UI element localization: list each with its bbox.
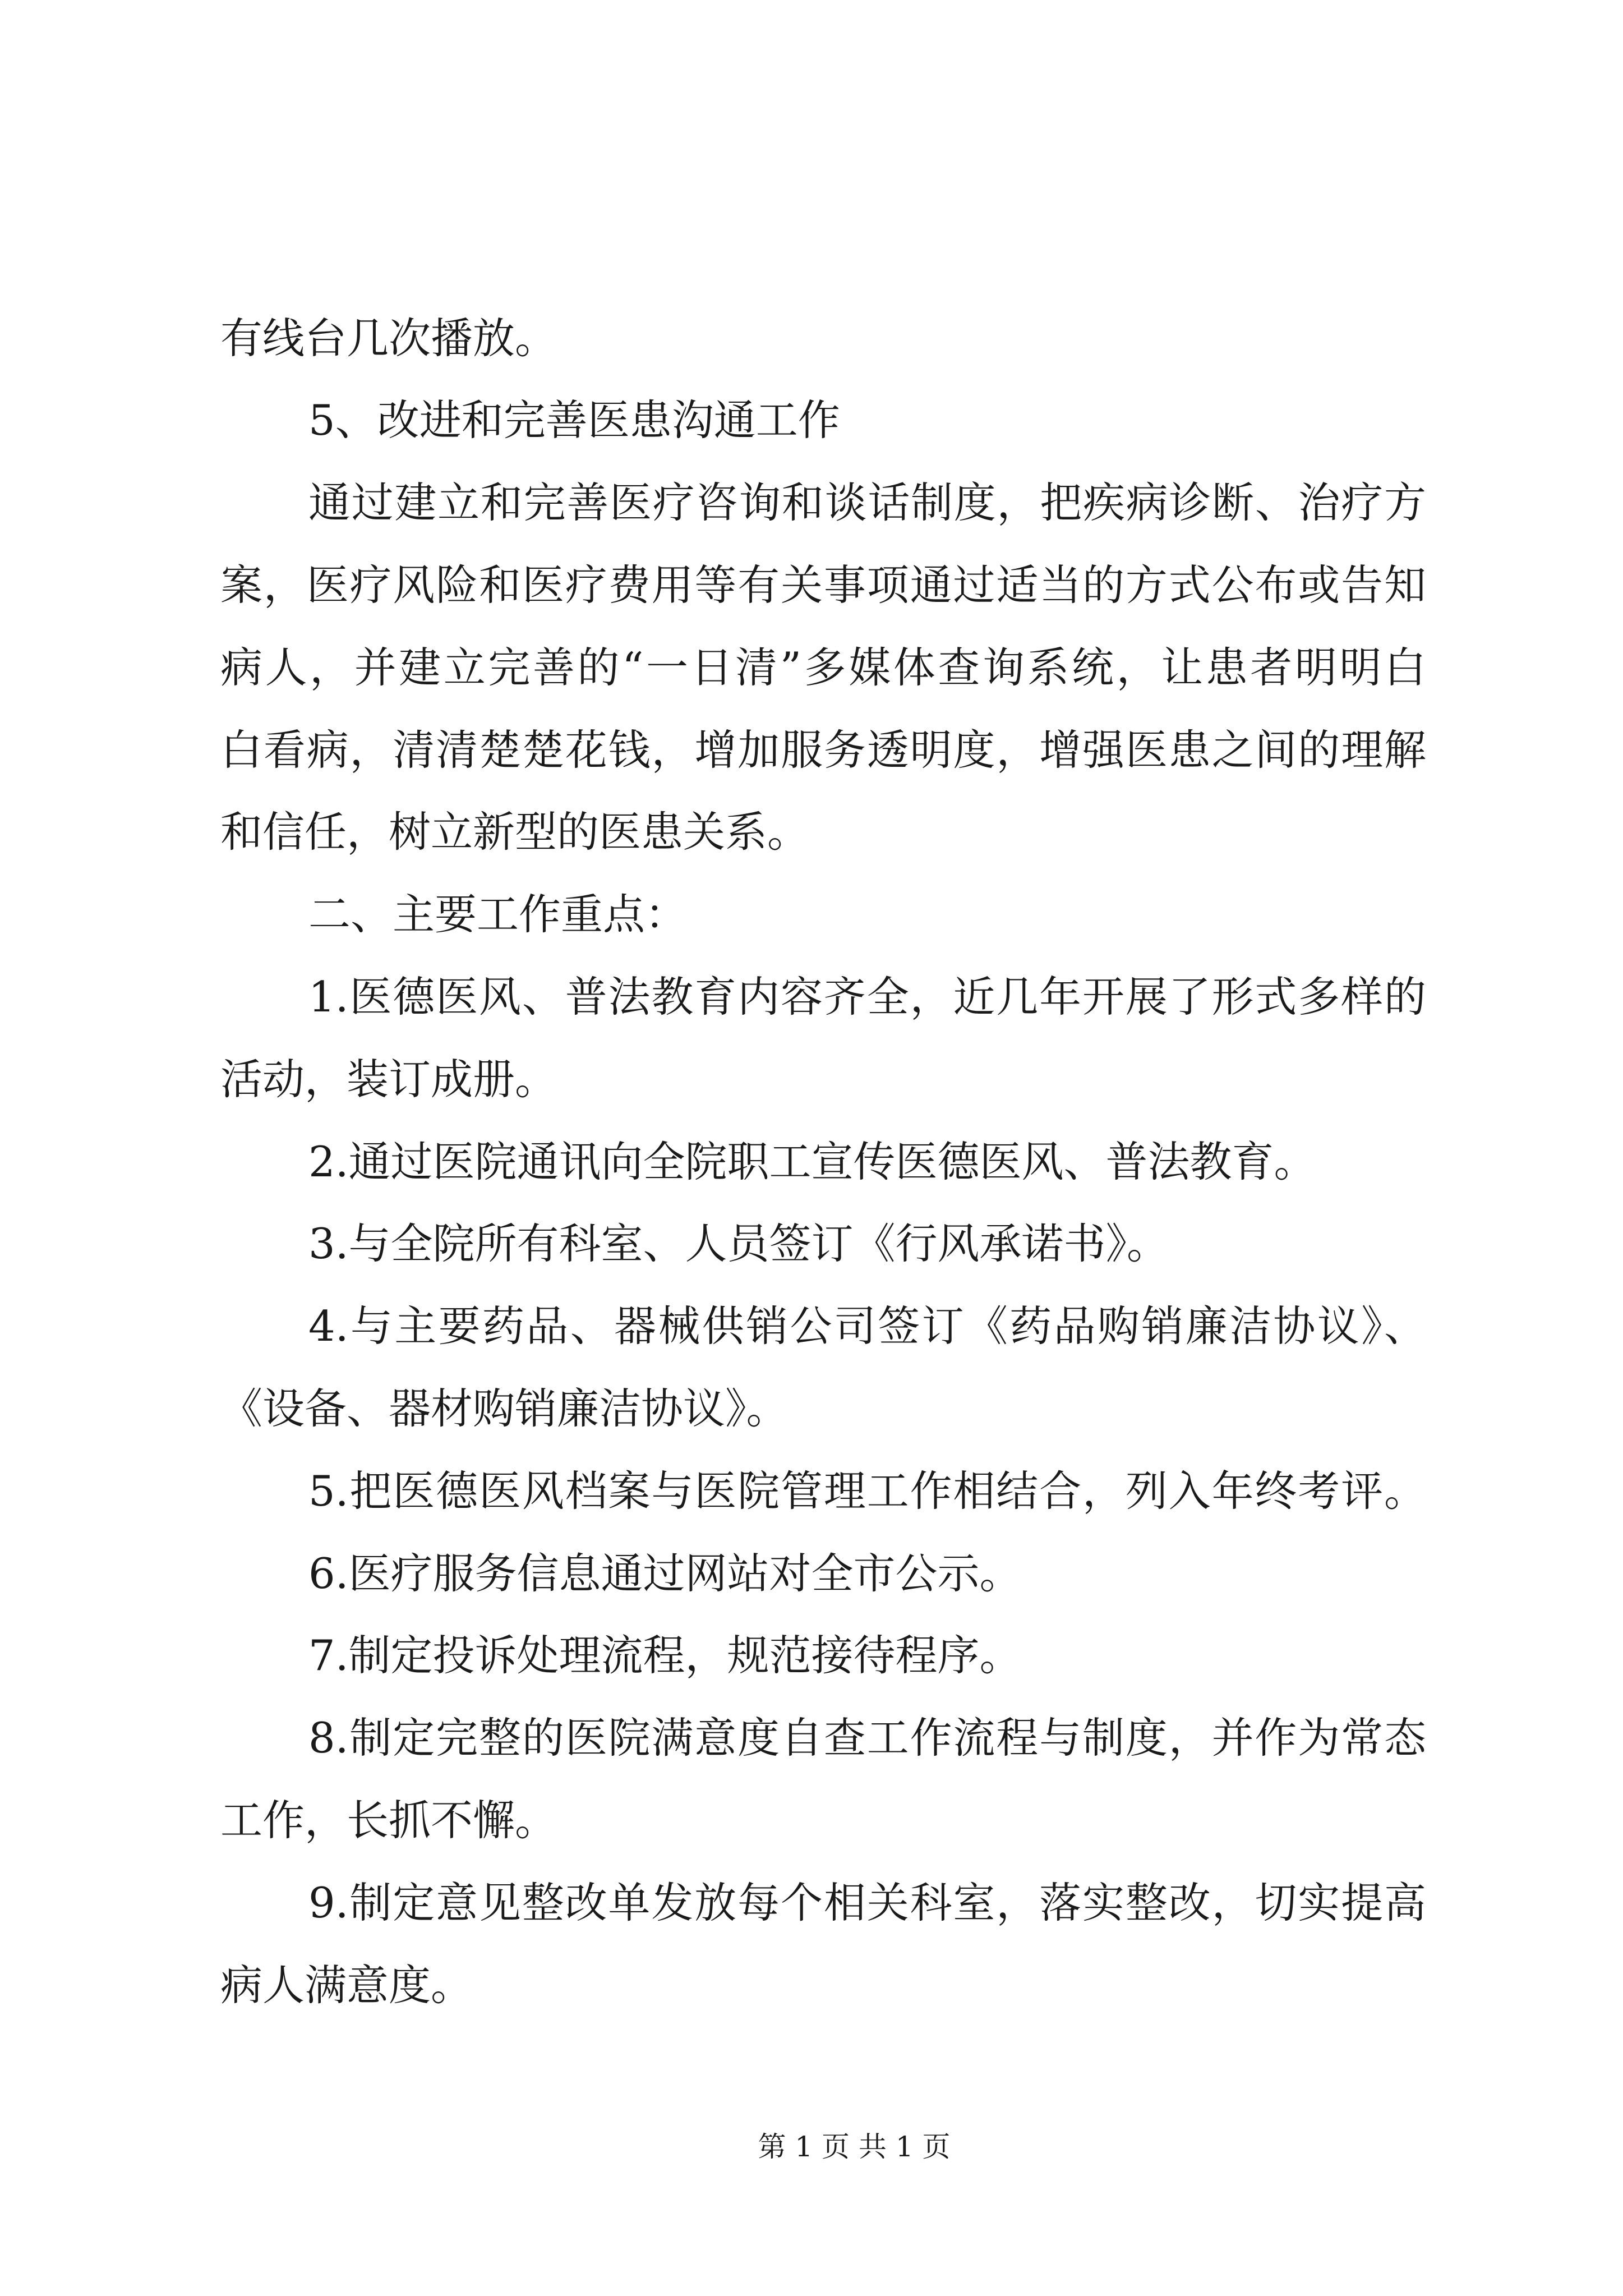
paragraph-line: 1.医德医风、普法教育内容齐全，近几年开展了形式多样的 xyxy=(308,972,1426,1022)
page-footer-label: 第 1 页 共 1 页 xyxy=(758,2131,951,2163)
paragraph-line: 《设备、器材购销廉洁协议》。 xyxy=(220,1383,789,1433)
list-item-2 xyxy=(220,1121,1426,1203)
section-heading-communication xyxy=(220,379,1426,462)
paragraph-line: 和信任，树立新型的医患关系。 xyxy=(220,807,810,857)
list-item-6 xyxy=(220,1533,1426,1615)
list-item-3 xyxy=(220,1203,1426,1285)
paragraph-line: 2.通过医院通讯向全院职工宣传医德医风、普法教育。 xyxy=(308,1137,1316,1186)
section-heading-key-work xyxy=(220,873,1426,956)
list-item-7 xyxy=(220,1614,1426,1697)
paragraph-line: 5、改进和完善医患沟通工作 xyxy=(308,395,840,445)
paragraph-continuation xyxy=(220,297,1426,380)
paragraph-line: 有线台几次播放。 xyxy=(220,313,557,363)
paragraph-line: 8.制定完整的医院满意度自查工作流程与制度，并作为常态 xyxy=(308,1713,1426,1763)
paragraph-communication-body xyxy=(220,462,1426,873)
list-item-8 xyxy=(220,1697,1426,1862)
paragraph-line: 二、主要工作重点： xyxy=(308,890,688,940)
list-item-5 xyxy=(220,1450,1426,1533)
paragraph-line: 通过建立和完善医疗咨询和谈话制度，把疾病诊断、治疗方 xyxy=(308,478,1426,528)
paragraph-line: 工作，长抓不懈。 xyxy=(220,1795,557,1845)
paragraph-line: 3.与全院所有科室、人员签订《行风承诺书》。 xyxy=(308,1219,1169,1269)
list-item-1 xyxy=(220,956,1426,1121)
paragraph-line: 6.医疗服务信息通过网站对全市公示。 xyxy=(308,1548,1022,1598)
document-body xyxy=(220,297,1426,2027)
paragraph-line: 活动，装订成册。 xyxy=(220,1054,557,1104)
paragraph-line: 4.与主要药品、器械供销公司签订《药品购销廉洁协议》、 xyxy=(308,1301,1426,1351)
paragraph-line: 病人满意度。 xyxy=(220,1960,473,2010)
list-item-4 xyxy=(220,1285,1426,1450)
list-item-9 xyxy=(220,1862,1426,2027)
paragraph-line: 9.制定意见整改单发放每个相关科室，落实整改，切实提高 xyxy=(308,1878,1426,1927)
paragraph-line: 案，医疗风险和医疗费用等有关事项通过适当的方式公布或告知 xyxy=(220,560,1426,610)
paragraph-line: 7.制定投诉处理流程，规范接待程序。 xyxy=(308,1631,1022,1681)
paragraph-line: 病人，并建立完善的“一日清”多媒体查询系统，让患者明明白 xyxy=(220,642,1426,692)
paragraph-line: 5.把医德医风档案与医院管理工作相结合，列入年终考评。 xyxy=(308,1466,1426,1516)
paragraph-line: 白看病，清清楚楚花钱，增加服务透明度，增强医患之间的理解 xyxy=(220,725,1426,775)
